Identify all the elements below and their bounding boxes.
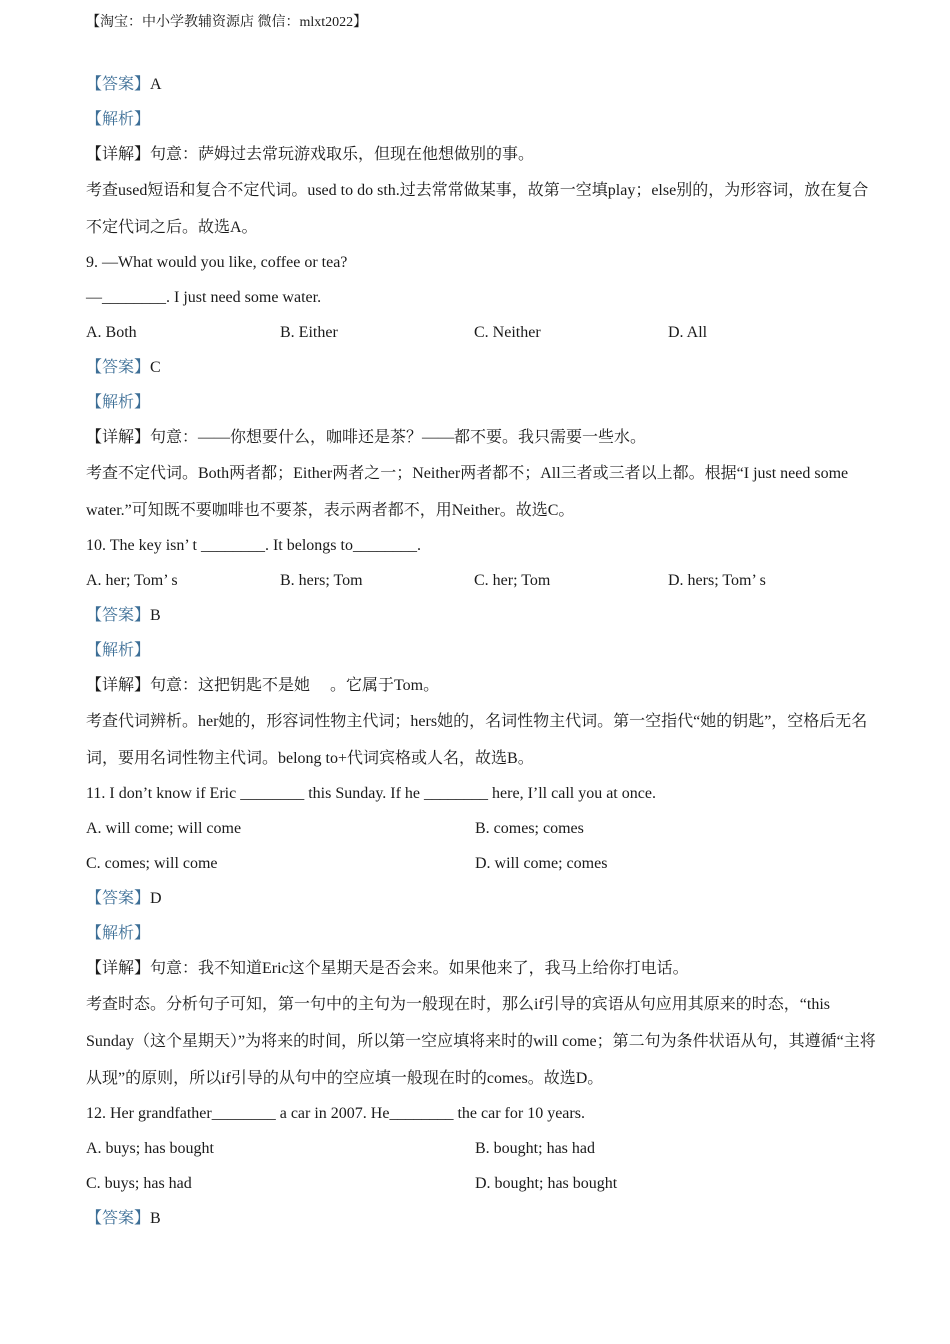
answer-tag: 【答案】 [86, 359, 151, 376]
detail-text: 句意：我不知道Eric这个星期天是否会来。如果他来了，我马上给你打电话。 [150, 960, 689, 977]
explanation: 考查used短语和复合不定代词。used to do sth.过去常常做某事，故第一空填play；else别的，为形容词，放在复合不定代词之后。故选A。 [86, 182, 869, 236]
option-d: D. will come; comes [475, 855, 608, 872]
content [86, 74, 876, 1243]
answer-line [86, 357, 876, 379]
answer-value: D [150, 890, 162, 907]
answer-value: B [150, 1210, 161, 1227]
detail-text: 句意：萨姆过去常玩游戏取乐，但现在他想做别的事。 [150, 146, 535, 163]
explanation: 考查代词辨析。her她的，形容词性物主代词；hers她的，名词性物主代词。第一空指代“她的钥匙”，空格后无名词，要用名词性物主代词。belong to+代词宾格或人名，故选B。 [86, 713, 868, 767]
option-a: A. her; Tom’ s [86, 572, 178, 589]
answer-value: C [150, 359, 161, 376]
option-b: B. hers; Tom [280, 572, 363, 589]
question-stem: 10. The key isn’ t ________. It belongs to________. [86, 537, 421, 554]
analysis-line [86, 640, 876, 662]
option-c: C. her; Tom [474, 572, 551, 589]
detail-text: 句意：——你想要什么，咖啡还是茶？——都不要。我只需要一些水。 [150, 429, 647, 446]
option-c: C. Neither [474, 324, 541, 341]
explanation: 考查不定代词。Both两者都；Either两者之一；Neither两者都不；All三者或三者以上都。根据“I just need some water.”可知既不要咖啡也不要茶，表示两者都不，用Neither。故选C。 [86, 465, 849, 519]
page-header: 【淘宝：中小学教辅资源店 微信：mlxt2022】 [86, 15, 368, 30]
detail-line [86, 958, 876, 980]
option-b: B. bought; has had [475, 1140, 595, 1157]
question-stem: 12. Her grandfather________ a car in 2007. He________ the car for 10 years. [86, 1105, 585, 1122]
options-row [86, 1173, 876, 1195]
options-row [86, 853, 876, 875]
detail-tag: 【详解】 [86, 960, 151, 977]
option-a: A. Both [86, 324, 137, 341]
answer-tag: 【答案】 [86, 76, 151, 93]
detail-line [86, 144, 876, 166]
answer-line [86, 1208, 876, 1230]
option-d: D. hers; Tom’ s [668, 572, 766, 589]
analysis-tag: 【解析】 [86, 642, 151, 659]
options-row [86, 818, 876, 840]
options-row [86, 570, 876, 592]
option-b: B. Either [280, 324, 338, 341]
analysis-tag: 【解析】 [86, 394, 151, 411]
answer-value: B [150, 607, 161, 624]
detail-line [86, 427, 876, 449]
detail-tag: 【详解】 [86, 677, 151, 694]
analysis-tag: 【解析】 [86, 111, 151, 128]
answer-line [86, 888, 876, 910]
option-b: B. comes; comes [475, 820, 584, 837]
option-a: A. will come; will come [86, 820, 242, 837]
answer-line [86, 74, 876, 96]
option-c: C. buys; has had [86, 1175, 192, 1192]
analysis-line [86, 109, 876, 131]
option-d: D. All [668, 324, 708, 341]
analysis-line [86, 923, 876, 945]
option-d: D. bought; has bought [475, 1175, 618, 1192]
options-row [86, 322, 876, 344]
question-stem: 11. I don’t know if Eric ________ this Sunday. If he ________ here, I’ll call you at once. [86, 785, 656, 802]
explanation: 考查时态。分析句子可知，第一句中的主句为一般现在时，那么if引导的宾语从句应用其原来的时态，“this Sunday（这个星期天）”为将来的时间，所以第一空应填将来时的will come；第二句为条件状语从句，其遵循“主将从现”的原则，所以if引导的从句中的空应填一般现在时的comes。故选D。 [86, 996, 876, 1087]
options-row [86, 1138, 876, 1160]
analysis-line [86, 392, 876, 414]
question-reply: —________. I just need some water. [86, 289, 322, 306]
option-c: C. comes; will come [86, 855, 218, 872]
analysis-tag: 【解析】 [86, 925, 151, 942]
question-stem: 9. —What would you like, coffee or tea? [86, 254, 348, 271]
answer-line [86, 605, 876, 627]
answer-tag: 【答案】 [86, 607, 151, 624]
detail-text: 句意：这把钥匙不是她 。它属于Tom。 [150, 677, 440, 694]
detail-tag: 【详解】 [86, 146, 151, 163]
option-a: A. buys; has bought [86, 1140, 214, 1157]
detail-tag: 【详解】 [86, 429, 151, 446]
answer-tag: 【答案】 [86, 890, 151, 907]
answer-value: A [150, 76, 162, 93]
detail-line [86, 675, 876, 697]
answer-tag: 【答案】 [86, 1210, 151, 1227]
